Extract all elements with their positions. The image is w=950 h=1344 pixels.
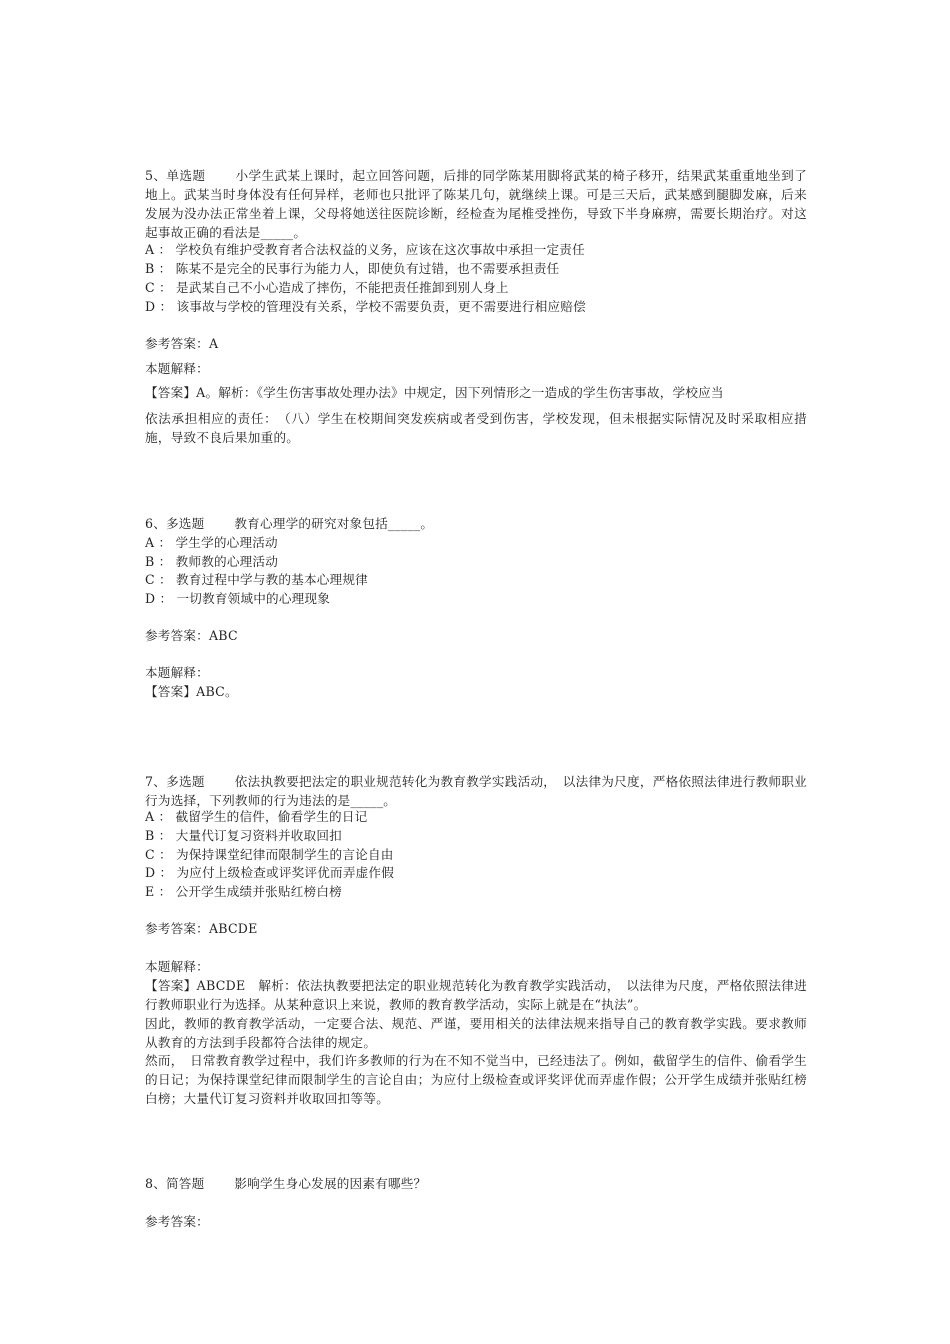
q6-stem-text: 教育心理学的研究对象包括_____。 [234,516,434,531]
q7-option-e: E ： 公开学生成绩并张贴红榜白榜 [145,884,342,899]
q5-option-b: B ： 陈某不是完全的民事行为能力人，即使负有过错，也不需要承担责任 [145,261,560,276]
q7-option-b: B ： 大量代订复习资料并收取回扣 [145,828,342,843]
q8-number: 8、简答题 [145,1176,205,1191]
q5-explain-line2: 依法承担相应的责任： （八）学生在校期间突发疾病或者受到伤害，学校发现，但未根据实际情况及时采取相应措施，导致不良后果加重的。 [145,411,807,445]
q5-explain-label: 本题解释： [145,361,209,376]
q5-answer: 参考答案：A [145,336,219,351]
q7-explain-para3: 然而， 日常教育教学过程中，我们许多教师的行为在不知不觉当中，已经违法了。例如，截留学生的信件、偷看学生的日记；为保持课堂纪律而限制学生的言论自由；为应付上级检查或评奖评优而弄虚作假；公开学生成绩并张贴红榜白榜；大量代订复习资料并收取回扣等等。 [145,1053,807,1106]
q7-number: 7、多选题 [145,774,205,789]
q7-option-d: D ： 为应付上级检查或评奖评优而弄虚作假 [145,865,394,880]
q5-option-a: A ： 学校负有维护受教育者合法权益的义务，应该在这次事故中承担一定责任 [145,242,585,257]
q5-stem-text: 小学生武某上课时，起立回答问题，后排的同学陈某用脚将武某的椅子移开，结果武某重重地坐到了地上。武某当时身体没有任何异样，老师也只批评了陈某几句，就继续上课。可是三天后，武某感到腿脚发麻，后来发展为没办法正常坐着上课，父母将她送往医院诊断，经检查为尾椎受挫伤，导致下半身麻痹，需要长期治疗。对这起事故正确的看法是_____。 [145,168,808,240]
q7-answer: 参考答案：ABCDE [145,921,258,936]
q7-option-a: A ： 截留学生的信件，偷看学生的日记 [145,809,368,824]
q7-stem-text: 依法执教要把法定的职业规范转化为教育教学实践活动， 以法律为尺度，严格依照法律进行教师职业行为选择，下列教师的行为违法的是_____。 [145,774,808,808]
q6-stem [145,515,433,534]
q6-option-b: B ： 教师教的心理活动 [145,554,279,569]
q6-explain: 【答案】ABC。 [145,684,238,699]
q8-answer: 参考答案： [145,1214,209,1229]
q7-stem [145,772,807,810]
q7-explain-label: 本题解释： [145,959,209,974]
q8-stem [145,1175,426,1194]
q5-option-d: D ： 该事故与学校的管理没有关系，学校不需要负责，更不需要进行相应赔偿 [145,299,586,314]
q7-option-c: C ： 为保持课堂纪律而限制学生的言论自由 [145,847,394,862]
q6-explain-label: 本题解释： [145,665,209,680]
q6-number: 6、多选题 [145,516,205,531]
q5-number: 5、单选题 [145,168,206,183]
q5-option-c: C ： 是武某自己不小心造成了摔伤，不能把责任推卸到别人身上 [145,280,509,295]
q7-explain-para1: 【答案】ABCDE 解析：依法执教要把法定的职业规范转化为教育教学实践活动， 以法律为尺度，严格依照法律进行教师职业行为选择。从某种意识上来说，教师的教育教学活动，实际上就是在“执法”。 [145,978,807,1012]
q6-option-d: D ： 一切教育领域中的心理现象 [145,591,331,606]
q8-stem-text: 影响学生身心发展的因素有哪些？ [234,1176,427,1191]
q5-stem [145,166,807,242]
q7-explain-para2: 因此，教师的教育教学活动，一定要合法、规范、严谨，要用相关的法律法规来指导自己的教育教学实践。要求教师从教育的方法到手段都符合法律的规定。 [145,1016,807,1050]
q6-option-c: C ： 教育过程中学与教的基本心理规律 [145,572,368,587]
q6-option-a: A ： 学生学的心理活动 [145,535,278,550]
q6-answer: 参考答案：ABC [145,628,238,643]
q5-explain-line1: 【答案】A。解析：《学生伤害事故处理办法》中规定，因下列情形之一造成的学生伤害事故，学校应当 [145,385,724,400]
